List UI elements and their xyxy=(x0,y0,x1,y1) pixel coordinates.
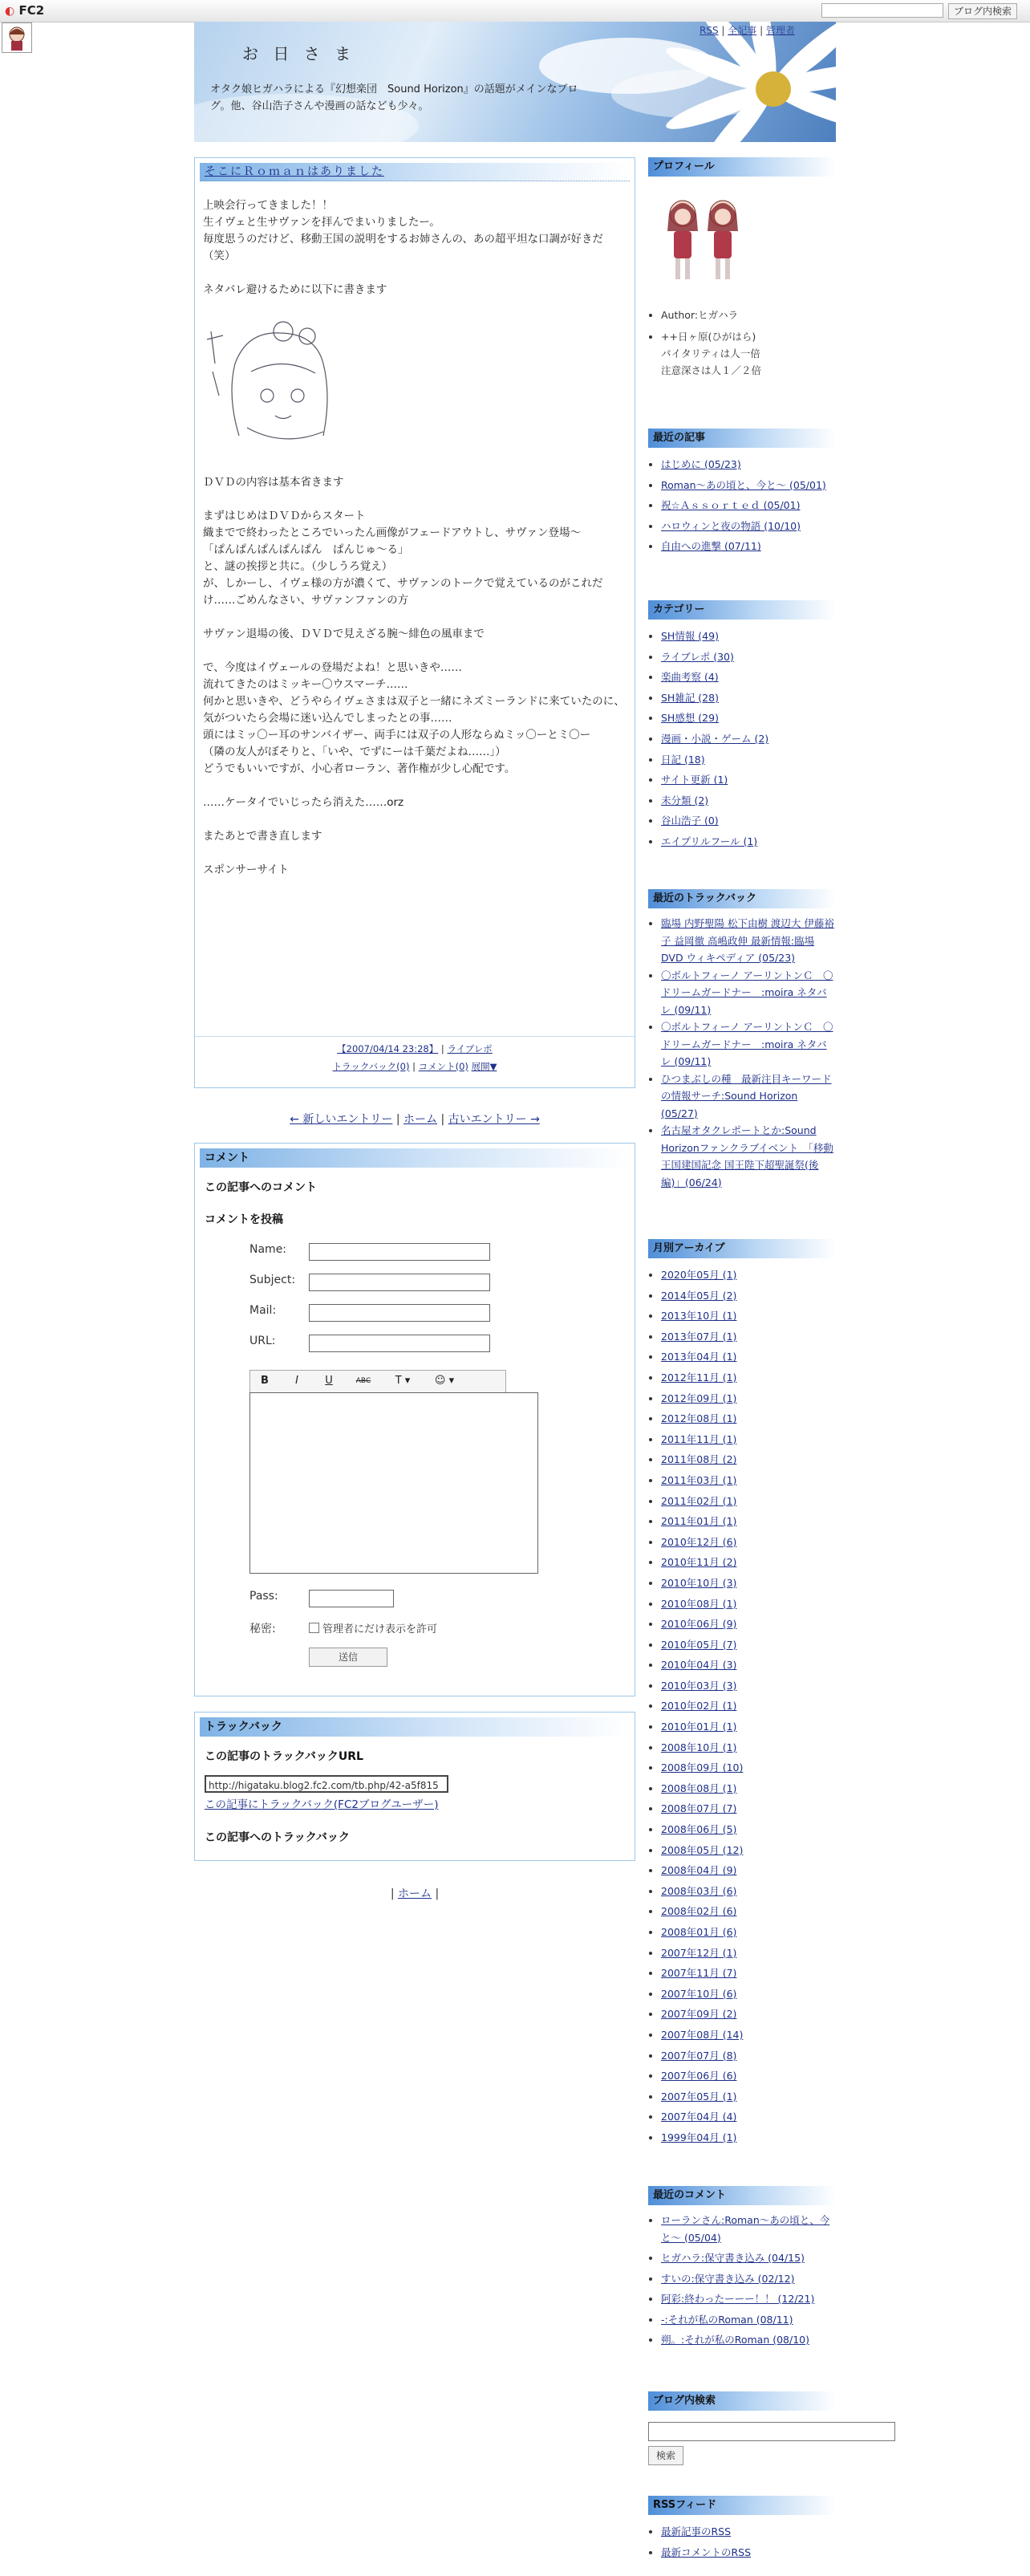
trackback-box-title: トラックバック xyxy=(200,1717,630,1737)
blog-search-button[interactable]: 検索 xyxy=(648,2446,683,2465)
entry-paragraph: で、今度はイヴェールの登場だよね！と思いきや…… 流れてきたのはミッキー〇ウスマーチ…… 何かと思いきや、どうやらイヴェさまは双子と一緒にネズミーランドに来ていたのに、気がついたら会場に迷い込んでしまったとの事…… 頭にはミッ〇ー耳のサンバイザー、両手には双子の人形ならぬミッ〇ーとミ〇ー （隣の友人がぼそりと、「いや、でずにーは千葉だよね……」） どうでもいいですが、小心者ローラン、著作権が少し心配です。 xyxy=(203,661,625,775)
entry-paragraph: サヴァン退場の後、ＤＶＤで見えざる腕〜緋色の風車まで xyxy=(203,628,485,640)
comment-body-textarea[interactable] xyxy=(249,1392,538,1574)
category-link[interactable]: 楽曲考察 (4) xyxy=(661,671,719,684)
archive-link[interactable]: 2008年01月 (6) xyxy=(661,1926,737,1938)
sidebar-recent-entries xyxy=(648,429,836,557)
pass-label: Pass: xyxy=(249,1590,278,1603)
entry-paragraph: ……ケータイでいじったら消えた……orz xyxy=(203,796,404,809)
archive-link[interactable]: 2007年09月 (2) xyxy=(661,2008,737,2021)
profile-description: • ++日ヶ原(ひがはら) バイタリティは人一倍 注意深さは人１／２倍 xyxy=(661,328,836,379)
recent-comment-link[interactable]: ローランさん:Roman〜あの頃と、今と〜 (05/04) xyxy=(661,2214,830,2244)
sidebar-categories xyxy=(648,600,836,852)
underline-button[interactable]: U xyxy=(325,1375,333,1387)
trackback-list-heading: この記事へのトラックバック xyxy=(205,1831,350,1844)
archive-link[interactable]: 2013年04月 (1) xyxy=(661,1351,737,1363)
archive-link[interactable]: 2011年11月 (1) xyxy=(661,1432,737,1445)
archive-link[interactable]: 2007年08月 (14) xyxy=(661,2028,744,2041)
entry-date-link[interactable]: 【2007/04/14 23:28】 xyxy=(337,1043,439,1054)
trackback-link[interactable]: 臨場 内野聖陽 松下由樹 渡辺大 伊藤裕子 益岡徹 高嶋政伸 最新情報:臨場DVD ウィキペディア (05/23) xyxy=(661,917,834,964)
comment-box xyxy=(194,1143,635,1696)
sidebar-archives xyxy=(648,1239,836,2148)
entry-category-link[interactable]: ライブレポ xyxy=(447,1043,493,1054)
archive-link[interactable]: 2008年08月 (1) xyxy=(661,1782,737,1794)
send-button[interactable]: 送信 xyxy=(309,1648,387,1667)
archive-link[interactable]: 2007年12月 (1) xyxy=(661,1946,737,1959)
archive-link[interactable]: 2020年05月 (1) xyxy=(661,1269,737,1281)
secret-text: 管理者にだけ表示を許可 xyxy=(322,1623,438,1635)
sponsor-site-label: スポンサーサイト xyxy=(203,863,290,876)
emoji-button[interactable]: ☺ ▾ xyxy=(434,1375,455,1387)
category-link[interactable]: 日記 (18) xyxy=(661,753,705,766)
entry-paragraph: ネタバレ避けるために以下に書きます xyxy=(203,283,387,296)
url-input[interactable] xyxy=(309,1335,490,1352)
category-link[interactable]: サイト更新 (1) xyxy=(661,774,728,786)
blog-banner xyxy=(194,22,836,142)
rss-entries-link[interactable]: 最新記事のRSS xyxy=(661,2525,732,2537)
blog-title[interactable]: お 日 さ ま xyxy=(242,44,356,63)
admin-link[interactable]: 管理者 xyxy=(765,25,795,36)
blog-description: オタク娘ヒガハラによる『幻想楽団 Sound Horizon』の話題がメインなブログ。他、谷山浩子さんや漫画の話なども少々。 xyxy=(210,83,578,112)
recent-entry-link[interactable]: ハロウィンと夜の物語 (10/10) xyxy=(661,519,801,532)
bottom-home-link[interactable]: ホーム xyxy=(398,1887,432,1900)
sidebar-trackbacks xyxy=(648,889,836,1191)
archive-link[interactable]: 2013年07月 (1) xyxy=(661,1330,737,1343)
categories-title: カテゴリー xyxy=(648,600,836,620)
archive-link[interactable]: 2008年10月 (1) xyxy=(661,1741,737,1753)
archive-link[interactable]: 2010年12月 (6) xyxy=(661,1535,737,1548)
archive-link[interactable]: 2012年11月 (1) xyxy=(661,1371,737,1383)
archive-link[interactable]: 2010年10月 (3) xyxy=(661,1576,737,1589)
archive-link[interactable]: 1999年04月 (1) xyxy=(661,2131,737,2143)
category-link[interactable]: 谷山浩子 (0) xyxy=(661,815,719,827)
archive-link[interactable]: 2010年03月 (3) xyxy=(661,1679,737,1692)
entry-paragraph: ＤＶＤの内容は基本省きます xyxy=(203,476,344,489)
entry-trackback-link[interactable]: トラックバック(0) xyxy=(332,1061,410,1072)
archive-link[interactable]: 2012年09月 (1) xyxy=(661,1392,737,1404)
archive-link[interactable]: 2008年04月 (9) xyxy=(661,1864,737,1877)
pass-input[interactable] xyxy=(309,1590,394,1607)
archive-link[interactable]: 2007年06月 (6) xyxy=(661,2070,737,2082)
entry-body xyxy=(195,181,635,879)
fc2-header-bar xyxy=(0,0,1030,22)
archive-link[interactable]: 2011年03月 (1) xyxy=(661,1473,737,1486)
recent-entry-link[interactable]: Roman〜あの頃と、今と〜 (05/01) xyxy=(661,478,826,491)
recent-entry-link[interactable]: はじめに (05/23) xyxy=(661,458,741,470)
recent-entry-link[interactable]: 祝☆Ａｓｓｏｒｔｅｄ (05/01) xyxy=(661,499,801,512)
secret-option xyxy=(309,1620,437,1635)
search-title: ブログ内検索 xyxy=(648,2391,836,2411)
sidebar-recent-comments xyxy=(648,2186,836,2349)
fc2-search-input[interactable] xyxy=(821,3,943,18)
entry-footer: 【2007/04/14 23:28】 | ライブレポ トラックバック(0) | コメント(0) 展開▼ xyxy=(195,1036,635,1075)
fc2-search-button[interactable]: ブログ内検索 xyxy=(948,3,1017,19)
recent-entry-link[interactable]: 自由への進撃 (07/11) xyxy=(661,540,761,553)
archive-link[interactable]: 2007年11月 (7) xyxy=(661,1967,737,1980)
trackback-link[interactable]: ひつまぶしの種 最新注目キーワードの情報サーチ:Sound Horizon (05/27) xyxy=(661,1072,832,1119)
trackback-url-heading: この記事のトラックバックURL xyxy=(205,1750,363,1763)
archive-link[interactable]: 2007年04月 (4) xyxy=(661,2111,737,2123)
chibi-right-image xyxy=(704,196,741,284)
category-link[interactable]: SH感想 (29) xyxy=(661,712,719,725)
entry-title xyxy=(200,163,630,181)
recent-comment-link[interactable]: すいの:保守書き込み (02/12) xyxy=(661,2272,795,2285)
trackback-link[interactable]: 〇ボルトフィーノ アーリントンＣ 〇ドリームガードナー :moira ネタバレ (09/11) xyxy=(661,969,833,1016)
trackback-link[interactable]: 〇ボルトフィーノ アーリントンＣ 〇ドリームガードナー :moira ネタバレ (09/11) xyxy=(661,1021,833,1067)
archive-link[interactable]: 2008年09月 (10) xyxy=(661,1761,744,1774)
archive-link[interactable]: 2014年05月 (2) xyxy=(661,1289,737,1302)
archive-link[interactable]: 2008年06月 (5) xyxy=(661,1823,737,1836)
trackback-box xyxy=(194,1712,635,1861)
category-link[interactable]: エイプリルフール (1) xyxy=(661,835,758,847)
entry-comment-link[interactable]: コメント(0) xyxy=(418,1061,468,1072)
rss-link[interactable]: RSS xyxy=(700,25,719,36)
archive-link[interactable]: 2010年04月 (3) xyxy=(661,1659,737,1672)
recent-comment-link[interactable]: ヒガハラ:保守書き込み (04/15) xyxy=(661,2252,805,2264)
daisy-image xyxy=(756,71,791,107)
recent-comment-link[interactable]: 朔。:それが私のRoman (08/10) xyxy=(661,2334,809,2346)
archive-link[interactable]: 2008年02月 (6) xyxy=(661,1905,737,1918)
italic-button[interactable]: I xyxy=(295,1375,298,1387)
url-label: URL: xyxy=(249,1335,276,1347)
archive-link[interactable]: 2010年06月 (9) xyxy=(661,1618,737,1631)
top-links: RSS | 全記事 | 管理者 xyxy=(700,25,795,36)
archive-link[interactable]: 2008年07月 (7) xyxy=(661,1802,737,1815)
archive-link[interactable]: 2011年08月 (2) xyxy=(661,1453,737,1466)
archive-link[interactable]: 2011年02月 (1) xyxy=(661,1494,737,1507)
recent-comment-link[interactable]: 阿彩:終わったーーー！！ (12/21) xyxy=(661,2293,815,2305)
font-size-button[interactable]: T ▾ xyxy=(395,1375,411,1387)
bottom-pager: | ホーム | xyxy=(390,1887,440,1900)
comment-this-heading: この記事へのコメント xyxy=(205,1181,317,1194)
category-link[interactable]: SH雑記 (28) xyxy=(661,691,719,704)
archive-link[interactable]: 2010年01月 (1) xyxy=(661,1721,737,1733)
archive-link[interactable]: 2010年08月 (1) xyxy=(661,1597,737,1610)
archive-link[interactable]: 2010年11月 (2) xyxy=(661,1556,737,1569)
fc2-logo[interactable]: ◐ FC2 xyxy=(5,3,45,18)
archive-link[interactable]: 2007年07月 (8) xyxy=(661,2049,737,2062)
home-link[interactable]: ホーム xyxy=(403,1113,437,1126)
archive-link[interactable]: 2007年05月 (1) xyxy=(661,2090,737,2103)
entry-paragraph: またあとで書き直します xyxy=(203,830,322,843)
category-link[interactable]: 漫画・小説・ゲーム (2) xyxy=(661,732,769,745)
comment-box-title: コメント xyxy=(200,1148,630,1168)
editor-toolbar xyxy=(249,1370,506,1393)
profile-title: プロフィール xyxy=(648,157,836,177)
entry-pager: ← 新しいエントリー | ホーム | 古いエントリー → xyxy=(290,1113,540,1126)
sidebar-profile xyxy=(648,157,836,379)
archive-link[interactable]: 2007年10月 (6) xyxy=(661,1987,737,2000)
mail-label: Mail: xyxy=(249,1304,277,1317)
comment-post-heading: コメントを投稿 xyxy=(205,1213,283,1226)
archive-link[interactable]: 2010年02月 (1) xyxy=(661,1700,737,1713)
name-input[interactable] xyxy=(309,1243,490,1261)
sketch-illustration xyxy=(203,315,355,452)
fc2-trackback-link[interactable]: この記事にトラックバック(FC2ブログユーザー) xyxy=(205,1798,439,1811)
strike-button[interactable]: ABC xyxy=(355,1377,371,1385)
profile-author: • Author:ヒガハラ xyxy=(661,307,836,323)
fc2-logo-icon: ◐ xyxy=(5,5,15,18)
rss-title: RSSフィード xyxy=(648,2496,836,2515)
category-link[interactable]: SH情報 (49) xyxy=(661,630,719,642)
archive-link[interactable]: 2008年05月 (12) xyxy=(661,1843,744,1856)
entry-paragraph: 上映会行ってきました！！ 生イヴェと生サヴァンを拝んでまいりましたー。 毎度思うのだけど、移動王国の説明をするお姉さんの、あの超平坦な口調が好きだ（笑） xyxy=(203,199,603,262)
subject-input[interactable] xyxy=(309,1274,490,1291)
entry xyxy=(194,157,635,1088)
rss-comments-link[interactable]: 最新コメントのRSS xyxy=(661,2546,752,2558)
bold-button[interactable]: B xyxy=(261,1375,269,1387)
archive-link[interactable]: 2013年10月 (1) xyxy=(661,1310,737,1323)
archive-link[interactable]: 2010年05月 (7) xyxy=(661,1638,737,1651)
chibi-left-image xyxy=(664,196,701,284)
subject-label: Subject: xyxy=(249,1274,296,1286)
category-link[interactable]: 未分類 (2) xyxy=(661,794,709,807)
archives-title: 月別アーカイブ xyxy=(648,1239,836,1258)
older-entry-link[interactable]: 古いエントリー → xyxy=(448,1113,540,1126)
recent-comment-link[interactable]: -:それが私のRoman (08/11) xyxy=(661,2313,793,2326)
chibi-icon xyxy=(2,23,31,52)
recent-comments-title: 最近のコメント xyxy=(648,2186,836,2205)
entry-title-link[interactable]: そこにＲｏｍａｎはありました xyxy=(205,165,384,178)
archive-link[interactable]: 2012年08月 (1) xyxy=(661,1412,737,1425)
all-entries-link[interactable]: 全記事 xyxy=(728,25,757,36)
category-link[interactable]: ライブレポ (30) xyxy=(661,650,734,663)
blog-favicon xyxy=(2,22,32,53)
sidebar-search xyxy=(648,2391,836,2465)
profile-image xyxy=(659,188,756,292)
archive-link[interactable]: 2008年03月 (6) xyxy=(661,1884,737,1897)
trackbacks-title: 最近のトラックバック xyxy=(648,889,836,908)
entry-paragraph: まずはじめはＤＶＤからスタート 織までで終わったところでいったん画像がフェードアウトし、サヴァン登場〜 「ぱんぱんぱんぱんぱん ぱんじゅ〜る」 と、謎の挨拶と共に。（少しうろ覚え） が、しかーし、イヴェ様の方が濃くて、サヴァンのトークで覚えているのがこれだけ……ごめんなさい、サヴァンファンの方 xyxy=(203,510,603,607)
secret-checkbox[interactable] xyxy=(309,1623,319,1633)
newer-entry-link[interactable]: ← 新しいエントリー xyxy=(290,1113,393,1126)
entry-expand-link[interactable]: 展開▼ xyxy=(471,1061,497,1072)
name-label: Name: xyxy=(249,1243,287,1256)
trackback-url-field[interactable]: http://higataku.blog2.fc2.com/tb.php/42-a5f815 xyxy=(205,1775,448,1793)
recent-entries-title: 最近の記事 xyxy=(648,429,836,448)
archive-link[interactable]: 2011年01月 (1) xyxy=(661,1515,737,1528)
blog-search-input[interactable] xyxy=(648,2422,895,2441)
trackback-link[interactable]: 名古屋オタクレポートとか:Sound Horizonファンクラブイベント 「移動王国建国記念 国王陛下超聖誕祭(後編)」(06/24) xyxy=(661,1124,833,1188)
secret-label: 秘密: xyxy=(249,1623,276,1635)
sidebar-rss xyxy=(648,2496,836,2562)
main-column xyxy=(194,157,635,1088)
mail-input[interactable] xyxy=(309,1304,490,1322)
